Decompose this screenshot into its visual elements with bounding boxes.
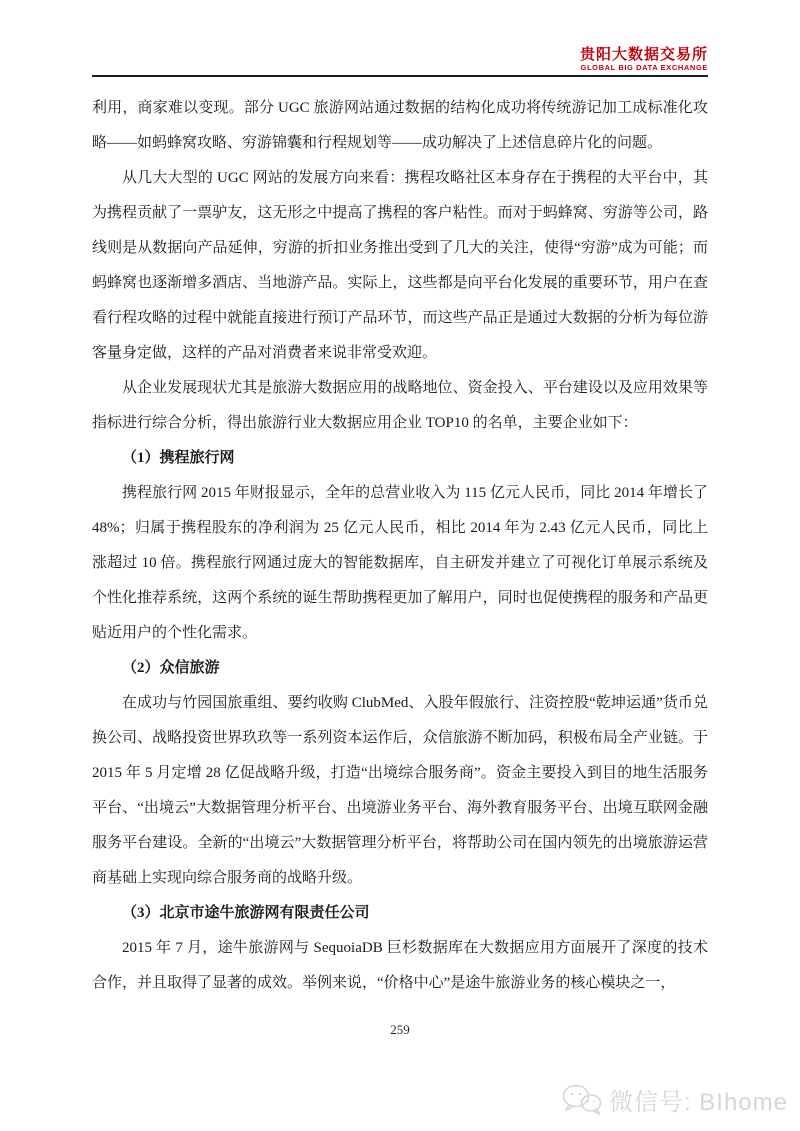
brand-title-english: GLOBAL BIG DATA EXCHANGE bbox=[580, 63, 708, 72]
section-heading-1: （1）携程旅行网 bbox=[122, 450, 235, 466]
page-number: 259 bbox=[390, 1022, 410, 1037]
document-body bbox=[92, 91, 708, 1001]
body-paragraph: 从几大大型的 UGC 网站的发展方向来看：携程攻略社区本身存在于携程的大平台中，其为携程贡献了一票驴友，这无形之中提高了携程的客户粘性。而对于蚂蜂窝、穷游等公司，路线则是从数据向产品延伸，穷游的折扣业务推出受到了几大的关注，使得“穷游”成为可能；而蚂蜂窝也逐渐增多酒店、当地游产品。实际上，这些都是向平台化发展的重要环节，用户在查看行程攻略的过程中就能直接进行预订产品环节，而这些产品正是通过大数据的分析为每位游客量身定做，这样的产品对消费者来说非常受欢迎。 bbox=[92, 170, 708, 361]
page-header bbox=[92, 0, 708, 77]
body-paragraph: 携程旅行网 2015 年财报显示，全年的总营业收入为 115 亿元人民币，同比 2014 年增长了 48%；归属于携程股东的净利润为 25 亿元人民币，相比 2014 年为 2.43 亿元人民币，同比上涨超过 10 倍。携程旅行网通过庞大的智能数据库，自主研发并建立了可视化订单展示系统及个性化推荐系统，这两个系统的诞生帮助携程更加了解用户，同时也促使携程的服务和产品更贴近用户的个性化需求。 bbox=[92, 485, 708, 641]
body-paragraph: 利用，商家难以变现。部分 UGC 旅游网站通过数据的结构化成功将传统游记加工成标准化攻略——如蚂蜂窝攻略、穷游锦囊和行程规划等——成功解决了上述信息碎片化的问题。 bbox=[92, 100, 708, 151]
section-heading-3: （3）北京市途牛旅游网有限责任公司 bbox=[122, 905, 370, 921]
wechat-icon bbox=[561, 1083, 603, 1117]
body-paragraph: 2015 年 7 月，途牛旅游网与 SequoiaDB 巨杉数据库在大数据应用方面展开了深度的技术合作，并且取得了显著的成效。举例来说，“价格中心”是途牛旅游业务的核心模块之一， bbox=[92, 940, 708, 991]
brand-block bbox=[92, 46, 708, 75]
body-paragraph: 在成功与竹园国旅重组、要约收购 ClubMed、入股年假旅行、注资控股“乾坤运通”货币兑换公司、战略投资世界玖玖等一系列资本运作后，众信旅游不断加码，积极布局全产业链。于 2015 年 5 月定增 28 亿促战略升级，打造“出境综合服务商”。资金主要投入到目的地生活服务平台、“出境云”大数据管理分析平台、出境游业务平台、海外教育服务平台、出境互联网金融服务平台建设。全新的“出境云”大数据管理分析平台，将帮助公司在国内领先的出境旅游运营商基础上实现向综合服务商的战略升级。 bbox=[92, 695, 708, 886]
watermark bbox=[561, 1082, 788, 1117]
body-paragraph: 从企业发展现状尤其是旅游大数据应用的战略地位、资金投入、平台建设以及应用效果等指标进行综合分析，得出旅游行业大数据应用企业 TOP10 的名单，主要企业如下： bbox=[92, 380, 708, 431]
brand-title-chinese: 贵阳大数据交易所 bbox=[579, 46, 708, 63]
watermark-label: 微信号: BIhome bbox=[608, 1089, 788, 1116]
section-heading-2: （2）众信旅游 bbox=[122, 660, 220, 676]
